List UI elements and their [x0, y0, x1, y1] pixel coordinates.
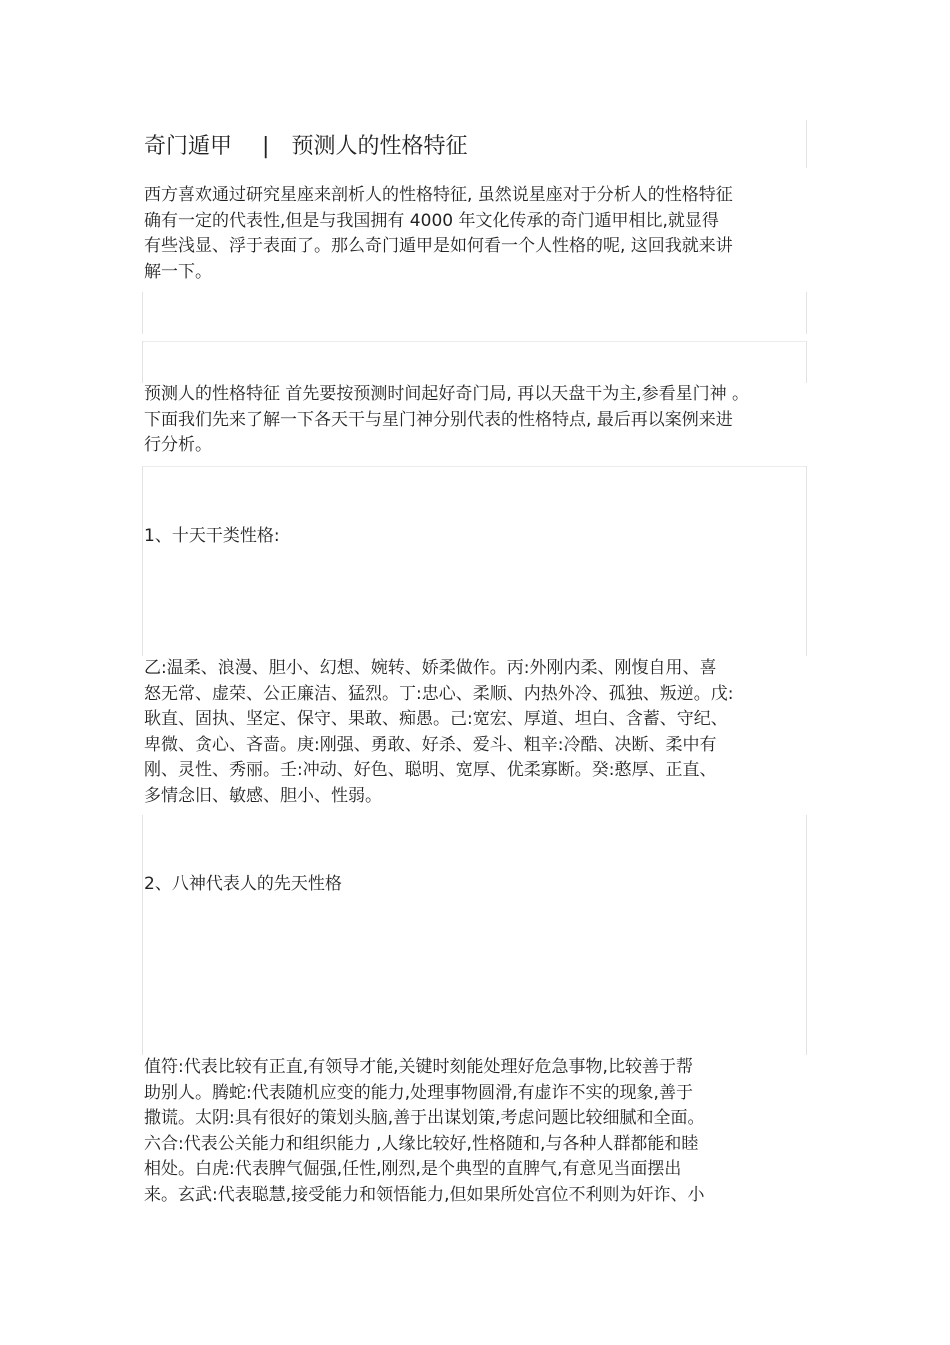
paragraph-line: 助别人。腾蛇:代表随机应变的能力,处理事物圆滑,有虚诈不实的现象,善于	[144, 1082, 693, 1103]
paragraph-line: 西方喜欢通过研究星座来剖析人的性格特征, 虽然说星座对于分析人的性格特征	[144, 185, 733, 205]
divider-line	[806, 341, 807, 383]
method-paragraph	[144, 382, 749, 459]
paragraph-line: 卑微、贪心、吝啬。庚:刚强、勇敢、好杀、爱斗、粗辛:冷酷、决断、柔中有	[144, 734, 717, 755]
title-sub: 预测人的性格特征	[291, 134, 468, 159]
paragraph-line: 预测人的性格特征 首先要按预测时间起好奇门局, 再以天盘干为主,参看星门神 。	[144, 384, 750, 404]
divider-line	[142, 466, 807, 467]
paragraph-line: 来。玄武:代表聪慧,接受能力和领悟能力,但如果所处宫位不利则为奸诈、小	[144, 1184, 705, 1205]
paragraph-line: 值符:代表比较有正直,有领导才能,关键时刻能处理好危急事物,比较善于帮	[144, 1057, 693, 1077]
section-heading-eight-gods: 2、八神代表人的先天性格	[144, 874, 342, 894]
heavenly-stems-paragraph	[144, 656, 733, 809]
divider-line	[142, 341, 807, 342]
paragraph-line: 怒无常、虚荣、公正廉洁、猛烈。丁:忠心、柔顺、内热外冷、孤独、叛逆。戊:	[144, 683, 734, 704]
divider-line	[806, 120, 807, 168]
paragraph-line: 行分析。	[144, 435, 212, 455]
paragraph-line: 确有一定的代表性,但是与我国拥有 4000 年文化传承的奇门遁甲相比,就显得	[144, 210, 719, 231]
divider-line	[806, 815, 807, 1055]
divider-line	[806, 466, 807, 656]
paragraph-line: 解一下。	[144, 261, 212, 282]
paragraph-line: 多情念旧、敏感、胆小、性弱。	[144, 785, 382, 806]
intro-paragraph	[144, 183, 733, 285]
section-heading-heavenly-stems: 1、十天干类性格:	[144, 526, 280, 546]
divider-line	[142, 341, 143, 383]
title-main: 奇门遁甲	[144, 134, 233, 159]
page-title	[144, 130, 467, 164]
paragraph-line: 相处。白虎:代表脾气倔强,任性,刚烈,是个典型的直脾气,有意见当面摆出	[144, 1159, 682, 1179]
paragraph-line: 六合:代表公关能力和组织能力 ,人缘比较好,性格随和,与各种人群都能和睦	[144, 1133, 699, 1154]
title-separator: |	[262, 134, 270, 159]
paragraph-line: 乙:温柔、浪漫、胆小、幻想、婉转、娇柔做作。丙:外刚内柔、刚愎自用、喜	[144, 658, 717, 678]
paragraph-line: 刚、灵性、秀丽。壬:冲动、好色、聪明、宽厚、优柔寡断。癸:憨厚、正直、	[144, 760, 717, 780]
paragraph-line: 耿直、固执、坚定、保守、果敢、痴愚。己:宽宏、厚道、坦白、含蓄、守纪、	[144, 709, 728, 729]
paragraph-line: 下面我们先来了解一下各天干与星门神分别代表的性格特点, 最后再以案例来进	[144, 409, 733, 430]
divider-line	[142, 815, 143, 1055]
divider-line	[142, 292, 143, 334]
divider-line	[142, 466, 143, 656]
divider-line	[806, 292, 807, 334]
paragraph-line: 有些浅显、浮于表面了。那么奇门遁甲是如何看一个人性格的呢, 这回我就来讲	[144, 236, 733, 256]
paragraph-line: 撒谎。太阴:具有很好的策划头脑,善于出谋划策,考虑问题比较细腻和全面。	[144, 1108, 705, 1128]
eight-gods-paragraph	[144, 1055, 705, 1208]
